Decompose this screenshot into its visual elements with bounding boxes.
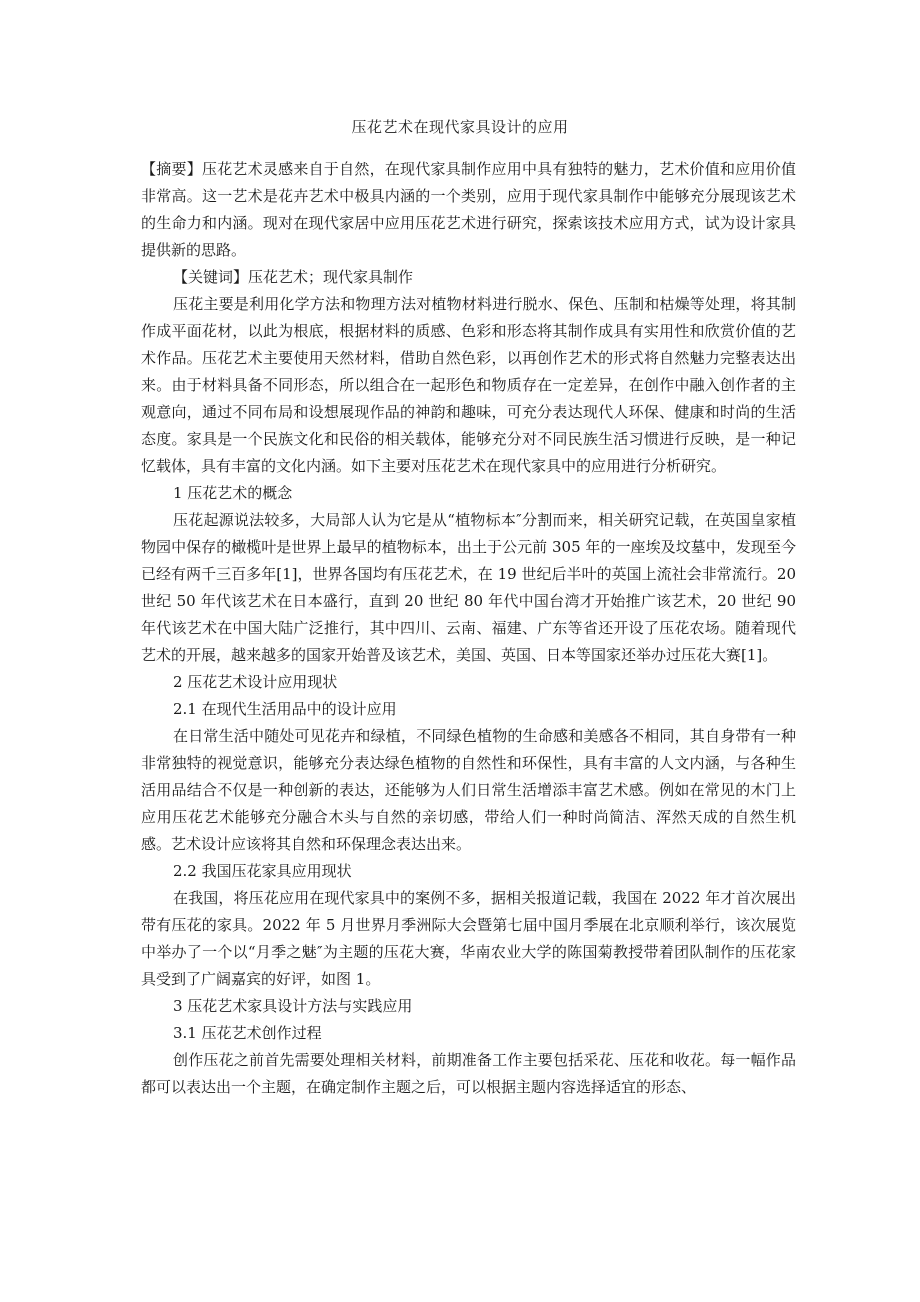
section-heading-1: 1 压花艺术的概念 [173, 484, 293, 502]
subsection-3-1-paragraph: 创作压花之前首先需要处理相关材料，前期准备工作主要包括采花、压花和收花。每一幅作品都可以表达出一个主题，在确定制作主题之后，可以根据主题内容选择适宜的形态、 [141, 1051, 796, 1096]
section-heading-3: 3 压花艺术家具设计方法与实践应用 [173, 997, 413, 1015]
section-heading-2: 2 压花艺术设计应用现状 [173, 673, 338, 691]
keywords-label: 【关键词】 [173, 268, 249, 286]
abstract-label: 【摘要】 [141, 160, 202, 178]
subsection-2-2-paragraph: 在我国，将压花应用在现代家具中的案例不多，据相关报道记载，我国在 2022 年才首次展出带有压花的家具。2022 年 5 月世界月季洲际大会暨第七届中国月季展在北京顺利举行，该次展览中举办了一个以“月季之魅″为主题的压花大赛，华南农业大学的陈国菊教授带着团队制作的压花家具受到了广阔嘉宾的好评，如图 1。 [141, 889, 796, 988]
subsection-heading-2-2: 2.2 我国压花家具应用现状 [173, 862, 352, 880]
document-body [141, 156, 796, 1101]
keywords-text: 压花艺术；现代家具制作 [248, 268, 414, 286]
section-1-paragraph: 压花起源说法较多，大局部人认为它是从“植物标本″分割而来，相关研究记载，在英国皇家植物园中保存的橄榄叶是世界上最早的植物标本，出土于公元前 305 年的一座埃及坟墓中，发现至今已经有两千三百多年[1]，世界各国均有压花艺术，在 19 世纪后半叶的英国上流社会非常流行。20 世纪 50 年代该艺术在日本盛行，直到 20 世纪 80 年代中国台湾才开始推广该艺术，20 世纪 90 年代该艺术在中国大陆广泛推行，其中四川、云南、福建、广东等省还开设了压花农场。随着现代艺术的开展，越来越多的国家开始普及该艺术，美国、英国、日本等国家还举办过压花大赛[1]。 [141, 511, 796, 664]
keywords-paragraph [141, 264, 796, 291]
intro-paragraph: 压花主要是利用化学方法和物理方法对植物材料进行脱水、保色、压制和枯燥等处理，将其制作成平面花材，以此为根底，根据材料的质感、色彩和形态将其制作成具有实用性和欣赏价值的艺术作品。压花艺术主要使用天然材料，借助自然色彩，以再创作艺术的形式将自然魅力完整表达出来。由于材料具备不同形态，所以组合在一起形色和物质存在一定差异，在创作中融入创作者的主观意向，通过不同布局和设想展现作品的神韵和趣味，可充分表达现代人环保、健康和时尚的生活态度。家具是一个民族文化和民俗的相关载体，能够充分对不同民族生活习惯进行反映，是一种记忆载体，具有丰富的文化内涵。如下主要对压花艺术在现代家具中的应用进行分析研究。 [141, 295, 796, 475]
abstract-paragraph [141, 156, 796, 264]
subsection-heading-2-1: 2.1 在现代生活用品中的设计应用 [173, 700, 397, 718]
document-title: 压花艺术在现代家具设计的应用 [351, 118, 569, 136]
subsection-heading-3-1: 3.1 压花艺术创作过程 [173, 1024, 322, 1042]
abstract-text: 压花艺术灵感来自于自然，在现代家具制作应用中具有独特的魅力，艺术价值和应用价值非常高。这一艺术是花卉艺术中极具内涵的一个类别，应用于现代家具制作中能够充分展现该艺术的生命力和内涵。现对在现代家居中应用压花艺术进行研究，探索该技术应用方式，试为设计家具提供新的思路。 [141, 160, 796, 259]
subsection-2-1-paragraph: 在日常生活中随处可见花卉和绿植，不同绿色植物的生命感和美感各不相同，其自身带有一种非常独特的视觉意识，能够充分表达绿色植物的自然性和环保性，具有丰富的人文内涵，与各种生活用品结合不仅是一种创新的表达，还能够为人们日常生活增添丰富艺术感。例如在常见的木门上应用压花艺术能够充分融合木头与自然的亲切感，带给人们一种时尚简洁、浑然天成的自然生机感。艺术设计应该将其自然和环保理念表达出来。 [141, 727, 796, 853]
